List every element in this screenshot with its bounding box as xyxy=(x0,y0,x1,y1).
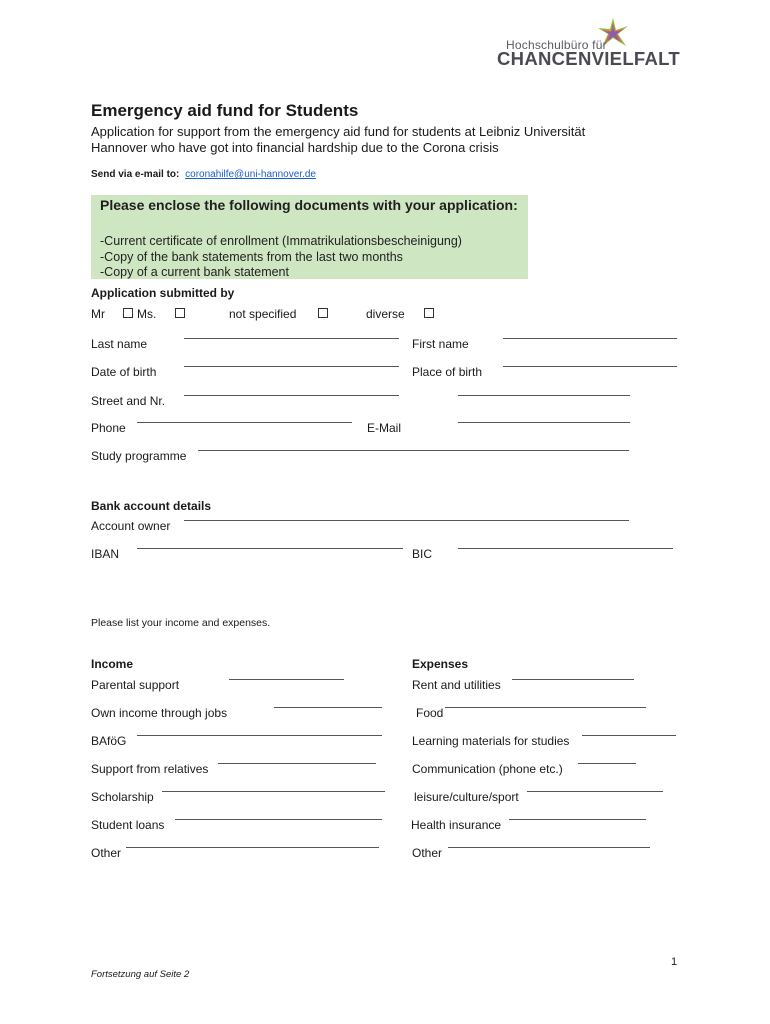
income-field[interactable] xyxy=(126,847,379,848)
income-field[interactable] xyxy=(218,763,376,764)
logo-text-small: Hochschulbüro für xyxy=(506,38,607,52)
income-field[interactable] xyxy=(175,819,382,820)
place-of-birth-field[interactable] xyxy=(503,366,677,367)
expense-field[interactable] xyxy=(445,707,646,708)
street-field[interactable] xyxy=(184,395,399,396)
phone-field[interactable] xyxy=(137,422,352,423)
last-name-label: Last name xyxy=(91,337,148,351)
address-extra-field[interactable] xyxy=(458,395,630,396)
gender-ms-label: Ms. xyxy=(137,307,157,321)
income-field[interactable] xyxy=(162,791,385,792)
income-item: Scholarship xyxy=(91,790,154,804)
subtitle-line-1: Application for support from the emergency aid fund for students at Leibniz Universität xyxy=(91,124,586,139)
expense-item: Rent and utilities xyxy=(412,678,501,692)
expense-field[interactable] xyxy=(448,847,650,848)
expense-item: Health insurance xyxy=(411,818,502,832)
gender-diverse-checkbox[interactable] xyxy=(424,308,434,318)
bic-label: BIC xyxy=(412,547,433,561)
gender-mr-label: Mr xyxy=(91,307,105,321)
page-title: Emergency aid fund for Students xyxy=(91,101,359,120)
account-owner-field[interactable] xyxy=(184,520,629,521)
gender-diverse-label: diverse xyxy=(366,307,405,321)
document-item: -Copy of a current bank statement xyxy=(100,265,289,279)
gender-ms-checkbox[interactable] xyxy=(175,308,185,318)
expense-item: Food xyxy=(416,706,444,720)
date-of-birth-field[interactable] xyxy=(184,366,399,367)
expense-field[interactable] xyxy=(509,819,646,820)
income-item: Parental support xyxy=(91,678,180,692)
income-item: Other xyxy=(91,846,122,860)
income-heading: Income xyxy=(91,657,134,671)
place-of-birth-label: Place of birth xyxy=(412,365,483,379)
expense-item: Other xyxy=(412,846,443,860)
expenses-heading: Expenses xyxy=(412,657,469,671)
income-intro: Please list your income and expenses. xyxy=(91,617,271,629)
expense-field[interactable] xyxy=(578,763,636,764)
applicant-heading: Application submitted by xyxy=(91,286,235,300)
first-name-label: First name xyxy=(412,337,469,351)
page-number: 1 xyxy=(671,956,678,968)
expense-field[interactable] xyxy=(582,735,676,736)
expense-item: Communication (phone etc.) xyxy=(412,762,563,776)
gender-mr-checkbox[interactable] xyxy=(123,308,133,318)
income-item: Support from relatives xyxy=(91,762,209,776)
income-item: BAföG xyxy=(91,734,127,748)
income-item: Student loans xyxy=(91,818,165,832)
first-name-field[interactable] xyxy=(503,338,677,339)
street-label: Street and Nr. xyxy=(91,394,166,408)
document-item: -Copy of the bank statements from the last two months xyxy=(100,250,403,264)
email-field[interactable] xyxy=(458,422,630,423)
email-label: E-Mail xyxy=(367,421,402,435)
study-programme-label: Study programme xyxy=(91,449,187,463)
last-name-field[interactable] xyxy=(184,338,399,339)
document-item: -Current certificate of enrollment (Immatrikulationsbescheinigung) xyxy=(100,234,462,248)
send-line xyxy=(91,169,316,180)
expense-field[interactable] xyxy=(527,791,663,792)
send-label: Send via e-mail to: xyxy=(91,169,180,180)
gender-not-specified-checkbox[interactable] xyxy=(318,308,328,318)
expense-item: leisure/culture/sport xyxy=(414,790,519,804)
income-item: Own income through jobs xyxy=(91,706,228,720)
logo-text-big: CHANCENVIELFALT xyxy=(497,48,680,69)
footer-continuation: Fortsetzung auf Seite 2 xyxy=(91,969,190,980)
page-subtitle xyxy=(91,124,585,155)
study-programme-field[interactable] xyxy=(198,450,629,451)
iban-field[interactable] xyxy=(137,548,403,549)
email-link[interactable]: coronahilfe@uni-hannover.de xyxy=(185,169,316,180)
income-field[interactable] xyxy=(137,735,382,736)
iban-label: IBAN xyxy=(91,547,120,561)
phone-label: Phone xyxy=(91,421,126,435)
subtitle-line-2: Hannover who have got into financial hardship due to the Corona crisis xyxy=(91,139,499,155)
income-field[interactable] xyxy=(229,679,344,680)
date-of-birth-label: Date of birth xyxy=(91,365,157,379)
bank-heading: Bank account details xyxy=(91,499,212,513)
bic-field[interactable] xyxy=(458,548,673,549)
income-field[interactable] xyxy=(274,707,382,708)
account-owner-label: Account owner xyxy=(91,519,171,533)
expense-field[interactable] xyxy=(512,679,634,680)
expense-item: Learning materials for studies xyxy=(412,734,570,748)
gender-not-specified-label: not specified xyxy=(229,307,297,321)
documents-heading: Please enclose the following documents with your application: xyxy=(100,197,518,213)
